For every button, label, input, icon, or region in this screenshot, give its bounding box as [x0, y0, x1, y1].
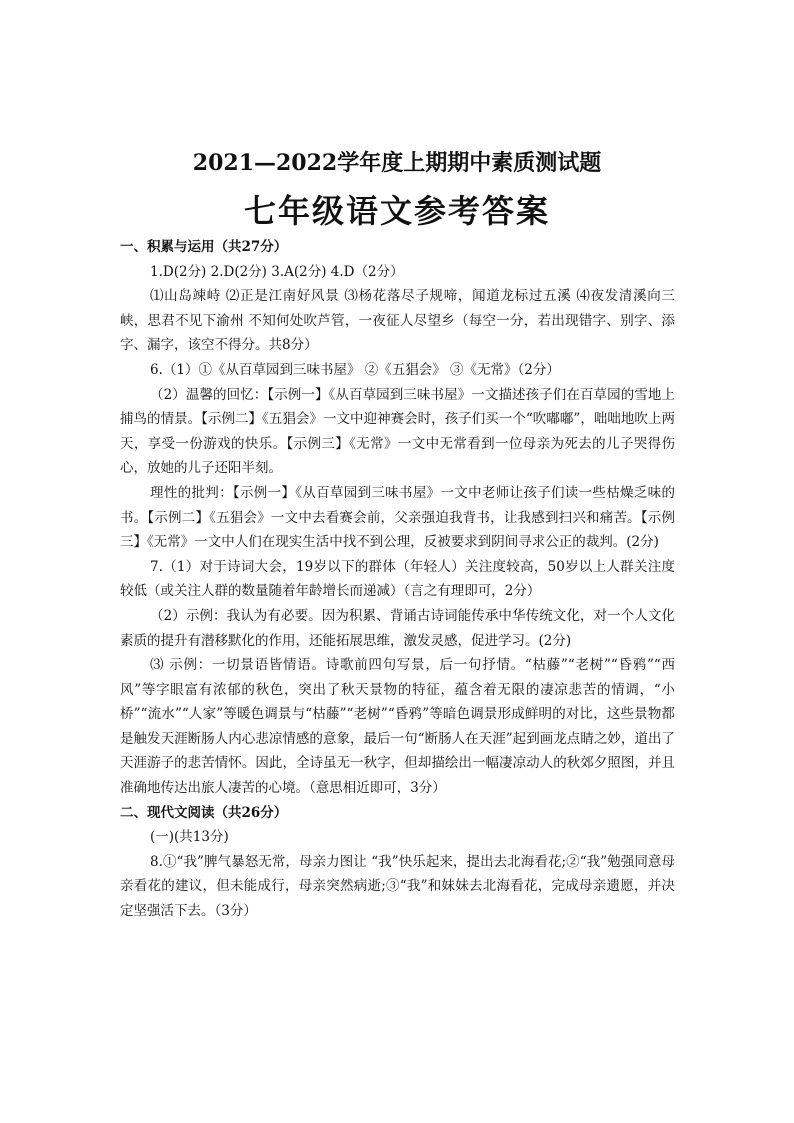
- answer-paragraph: （2）温馨的回忆：【示例一】《从百草园到三味书屋》一文描述孩子们在百草园的雪地上捕鸟的情景。【示例二】《五猖会》一文中迎神赛会时，孩子们买一个“吹嘟嘟”，咄咄地吹上两天，享受一份游戏的快乐。【示例三】《无常》一文中无常看到一位母亲为死去的儿子哭得伤心，放她的儿子还阳半刻。: [120, 386, 675, 477]
- answer-paragraph: 8.①“我”脾气暴怒无常，母亲力图让 “我”快乐起来，提出去北海看花;②“我”勉强同意母亲看花的建议，但未能成行，母亲突然病逝;③“我”和妹妹去北海看花，完成母亲遗愿，并决定坚强活下去。（3分）: [120, 853, 675, 920]
- answer-key-title: 七年级语文参考答案: [243, 192, 550, 230]
- section-heading: 二、现代文阅读（共26分）: [120, 804, 288, 821]
- answer-paragraph: ⑶ 示例：一切景语皆情语。诗歌前四句写景，后一句抒情。“枯藤”“老树”“昏鸦”“西风”等字眼富有浓郁的秋色，突出了秋天景物的特征，蕴含着无限的凄凉悲苦的情调，“小桥”“流水”“人家”等暖色调景与“枯藤”“老树”“昏鸦”等暗色调景形成鲜明的对比，这些景物都是触发天涯断肠人内心悲凉情感的意象，最后一句“断肠人在天涯”起到画龙点睛之妙，道出了天涯游子的悲苦情怀。因此，全诗虽无一秋字，但却描绘出一幅凄凉动人的秋郊夕照图，并且准确地传达出旅人凄苦的心境。（意思相近即可，3分）: [120, 657, 675, 797]
- answer-paragraph: 7.（1）对于诗词大会，19岁以下的群体（年轻人）关注度较高，50岁以上人群关注度较低（或关注人群的数量随着年龄增长而递减）（言之有理即可，2分）: [120, 558, 675, 600]
- answer-paragraph: (一)(共13分): [150, 829, 229, 846]
- exam-title: 2021—2022学年度上期期中素质测试题: [192, 150, 602, 176]
- answer-content: [120, 235, 675, 924]
- answer-paragraph: （2）示例：我认为有必要。因为积累、背诵古诗词能传承中华传统文化，对一个人文化素质的提升有潜移默化的作用，还能拓展思维，激发灵感，促进学习。(2分): [120, 607, 675, 649]
- answer-paragraph: 1.D(2分) 2.D(2分) 3.A(2分) 4.D（2分）: [150, 263, 404, 280]
- section-heading: 一、积累与运用（共27分）: [120, 239, 288, 255]
- answer-paragraph: 6.（1）①《从百草园到三味书屋》 ②《五猖会》 ③《无常》（2分）: [150, 361, 560, 378]
- answer-paragraph: ⑴山岛竦峙 ⑵正是江南好风景 ⑶杨花落尽子规啼，闻道龙标过五溪 ⑷夜发清溪向三峡，思君不见下渝州 不知何处吹芦管，一夜征人尽望乡（每空一分，若出现错字、别字、添字、漏字，该空不得分。共8分）: [120, 288, 675, 354]
- answer-paragraph: 理性的批判：【示例一】《从百草园到三味书屋》一文中老师让孩子们读一些枯燥乏味的书。【示例二】《五猖会》一文中去看赛会前，父亲强迫我背书，让我感到扫兴和痛苦。【示例三】《无常》一文中人们在现实生活中找不到公理，反被要求到阴间寻求公正的裁判。(2分): [120, 484, 675, 551]
